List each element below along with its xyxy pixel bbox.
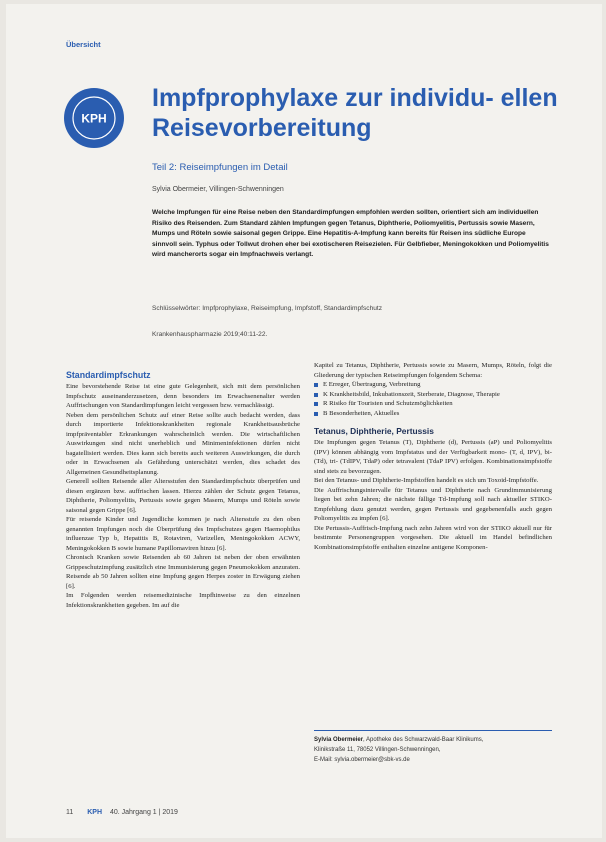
left-column [66, 370, 300, 610]
paragraph: Im Folgenden werden reisemedizinische Impfhinweise zu den einzelnen Infektionskrankheiten gegeben. Im auf die [66, 592, 300, 609]
list-item: R Risiko für Touristen und Schutzmöglichkeiten [314, 399, 552, 409]
authors: Sylvia Obermeier, Villingen-Schwenningen [152, 186, 284, 193]
page-number: 11 [66, 809, 74, 816]
author-info-box [314, 730, 552, 765]
citation: Krankenhauspharmazie 2019;40:11-22. [152, 331, 268, 338]
list-item: E Erreger, Übertragung, Verbreitung [314, 380, 552, 390]
journal-name: KPH [87, 809, 103, 816]
kph-logo-text: KPH [81, 111, 107, 126]
right-column [314, 361, 552, 552]
section-heading-tetanus: Tetanus, Diphtherie, Pertussis [314, 426, 434, 436]
paragraph: Bei den Tetanus- und Diphtherie-Impfstoffen handelt es sich um Toxoid-Impfstoffe. [314, 477, 539, 484]
keywords: Schlüsselwörter: Impfprophylaxe, Reiseimpfung, Impfstoff, Standardimpfschutz [152, 305, 383, 312]
bullet-icon [314, 402, 318, 406]
bullet-icon [314, 412, 318, 416]
page-footer [66, 809, 178, 816]
section-heading-standardimpfschutz: Standardimpfschutz [66, 370, 151, 380]
paragraph: Für reisende Kinder und Jugendliche kommen je nach Altersstufe zu den oben genannten Impfungen noch die Überprüfung des Impfschutzes gegen Haemophilus influenzae Typ b, Hepatitis B, Rotaviren, Varizellen, Meningokokken ACWY, Meningokokken B sowie humane Papillomaviren hinzu [6]. [66, 516, 300, 552]
paragraph: Eine bevorstehende Reise ist eine gute Gelegenheit, sich mit dem persönlichen Impfschutz auseinanderzusetzen, denn besonders im Erwachsenenalter werden Auffrischungen von Standardimpfungen leicht vergessen bzw. vernachlässigt. [66, 383, 300, 409]
bullet-icon [314, 383, 318, 387]
schema-list [314, 380, 552, 418]
list-item: B Besonderheiten, Aktuelles [314, 409, 552, 419]
journal-volume: 40. Jahrgang 1 | 2019 [109, 809, 178, 816]
paragraph: Die Impfungen gegen Tetanus (T), Diphtherie (d), Pertussis (aP) und Poliomyelitis (IPV) können abhängig vom Impfstatus und der Verfügbarkeit mono- (T, d, IPV), bi- (Td), tri- (TdIPV, TdaP) oder tetravalent (TdaP IPV) erfolgen. Kombinationsimpfstoffe sind stets zu bevorzugen. [314, 439, 552, 475]
section-label: Übersicht [66, 40, 101, 49]
list-item: K Krankheitsbild, Inkubationszeit, Sterberate, Diagnose, Therapie [314, 390, 552, 400]
author-affiliation: , Apotheke des Schwarzwald-Baar Klinikums, [363, 737, 484, 743]
paragraph: Die Auffrischungsintervalle für Tetanus und Diphtherie nach Grundimmunisierung liegen bei zehn Jahren; die nächste fällige Td-Impfung soll nach aktueller STIKO-Empfehlung dazu genutzt werden, gegen Pertussis und gegebenenfalls auch gegen Poliomyelitis zu impfen [6]. [314, 486, 552, 522]
paragraph: Chronisch Kranken sowie Reisenden ab 60 Jahren ist neben der oben erwähnten Grippeschutzimpfung zusätzlich eine Immunisierung gegen Pneumokokken anzuraten. Reisende ab 50 Jahren sollten eine Impfung gegen Herpes zoster in Erwägung ziehen [6]. [66, 554, 300, 590]
abstract: Welche Impfungen für eine Reise neben den Standardimpfungen empfohlen werden sollten, orientiert sich am individuellen Risiko des Reisenden. Zum Standard zählen Impfungen gegen Tetanus, Diphtherie, Poliomyelitis, Pertussis sowie Masern, Mumps und Röteln sowie saisonal gegen Grippe. Eine Hepatitis-A-Impfung kann bereits für Reisen ins südliche Europe sinnvoll sein. Typhus oder Tollwut drohen eher bei exotischeren Reisezielen. Für Gelbfieber, Meningokokken und Poliomyelitis wird mancherorts sogar ein Impfnachweis verlangt. [152, 209, 549, 259]
paragraph: Generell sollten Reisende aller Altersstufen den Standardimpfschutz überprüfen und diesen ergänzen bzw. auffrischen lassen. Hierzu zählen der Schutz gegen Tetanus, Diphtherie, Poliomyelitis, Pertussis sowie gegen Masern, Mumps und Röteln sowie saisonal gegen Grippe [6]. [66, 478, 300, 514]
paragraph: Kapitel zu Tetanus, Diphtherie, Pertussis sowie zu Masern, Mumps, Röteln, folgt die Gliederung der typischen Reiseimpfungen folgendem Schema: [314, 362, 552, 379]
kph-logo [63, 87, 125, 149]
author-address: Klinikstraße 11, 78052 Villingen-Schwenningen, [314, 747, 441, 753]
page-title: Impfprophylaxe zur individu- ellen Reisevorbereitung [152, 84, 558, 142]
author-name: Sylvia Obermeier [314, 737, 364, 743]
paragraph: Die Pertussis-Auffrisch-Impfung nach zehn Jahren wird von der STIKO aktuell nur für bestimmte Personengruppen vorgesehen. Die aktuell im Handel befindlichen Kombinationsimpfstoffe enthalten einzelne antigene Komponen- [314, 524, 552, 551]
author-email: E-Mail: sylvia.obermeier@sbk-vs.de [314, 757, 410, 763]
bullet-icon [314, 393, 318, 397]
paragraph: Neben dem persönlichen Schutz auf einer Reise sollte auch bedacht werden, dass durch importierte Infektionskrankheiten regionale Krankheitsausbrüche impfpräventabler Erkrankungen wahrscheinlich werden. Die wirtschaftlichen Auswirkungen sind nicht unerheblich und Minimeninfektionen dürfen nicht bagatellisiert werden. Dies kann sich bereits auch weiteren Auswirkungen, die durch oder in Erwachsenen als Gefährdung unterschätzt werden, dies schadet des Allgemeinen Gesundheitsplanung. [66, 411, 300, 476]
subtitle: Teil 2: Reiseimpfungen im Detail [152, 162, 288, 173]
